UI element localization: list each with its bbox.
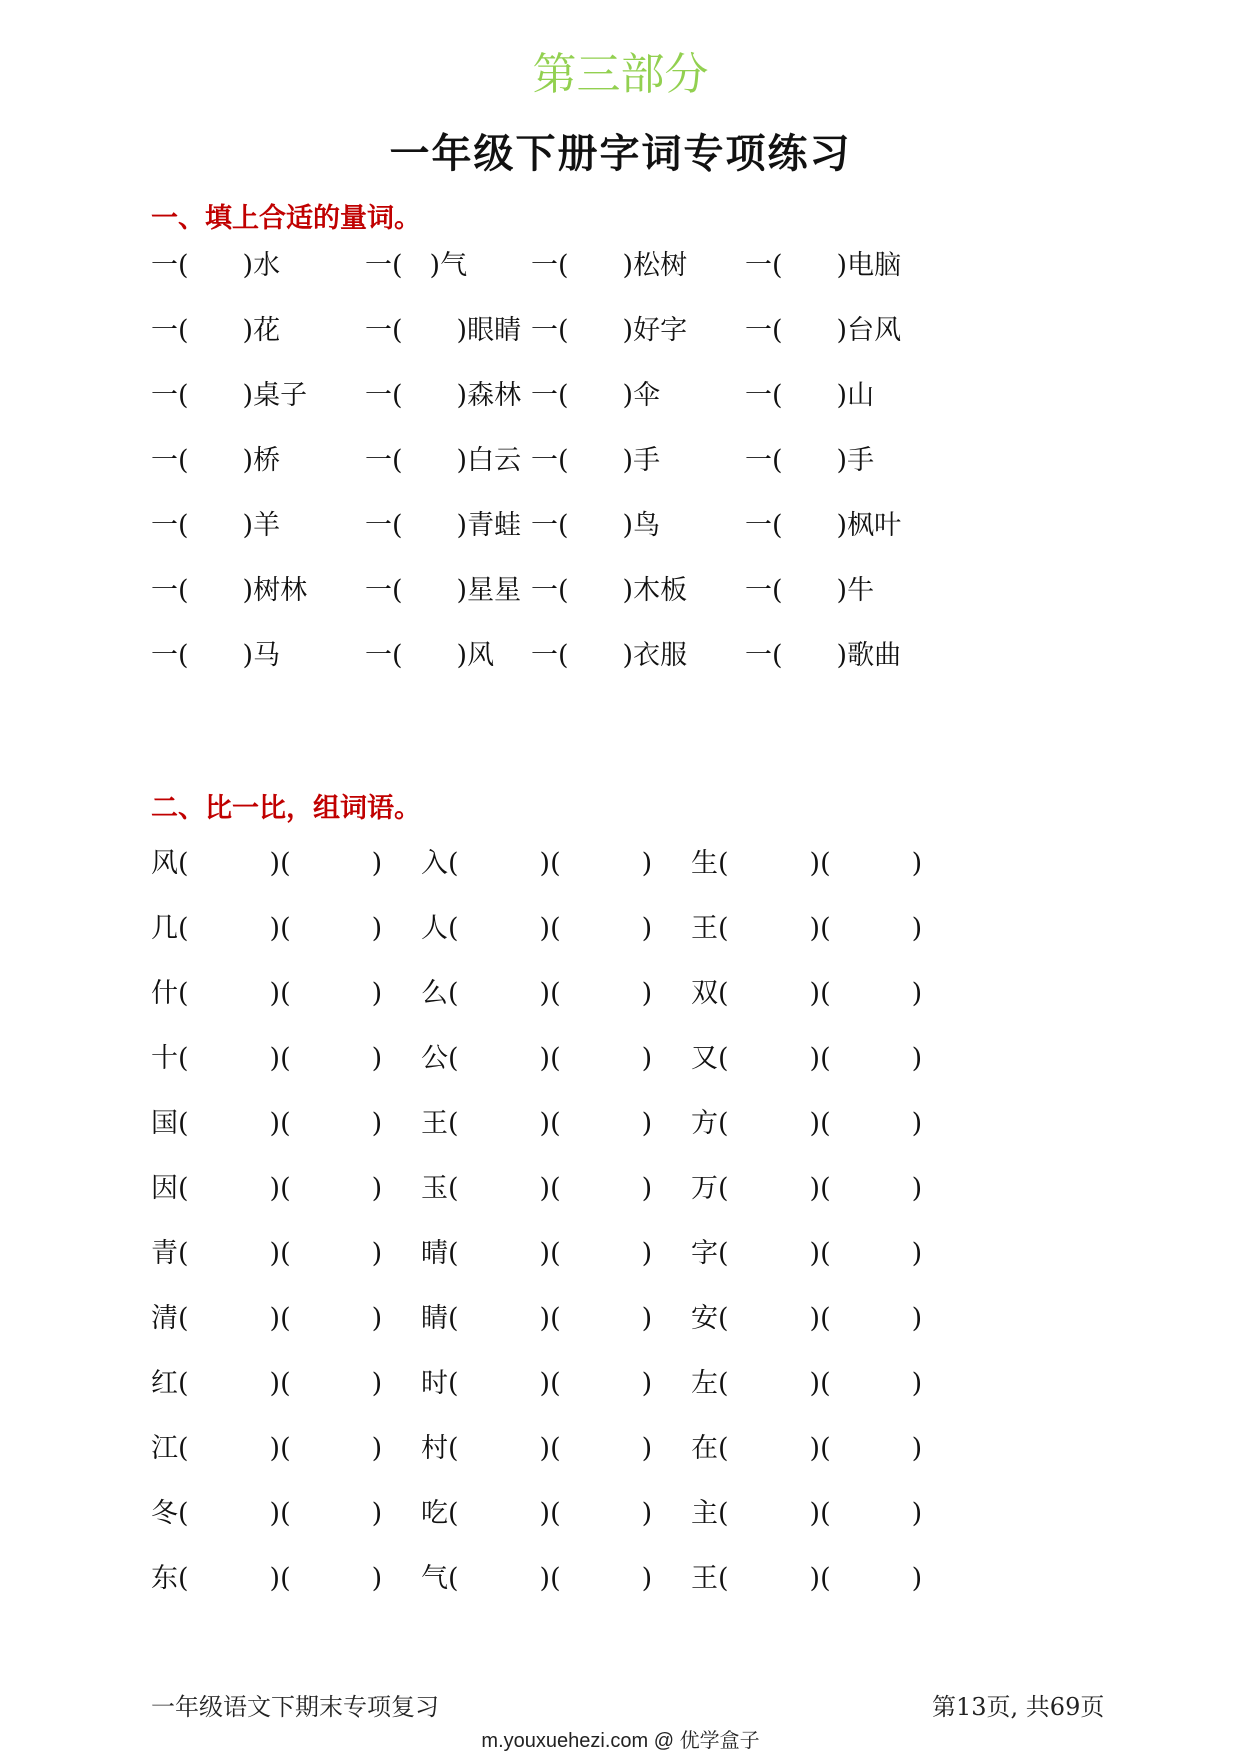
measure-word-item[interactable]: 一( )马 bbox=[151, 640, 281, 671]
measure-word-item[interactable]: 一( )山 bbox=[745, 380, 875, 411]
word-group-item[interactable]: 字( )( ) bbox=[691, 1238, 923, 1269]
word-group-item[interactable]: 晴( )( ) bbox=[421, 1238, 653, 1269]
word-group-item[interactable]: 什( )( ) bbox=[151, 978, 383, 1009]
word-group-item[interactable]: 村( )( ) bbox=[421, 1433, 653, 1464]
word-group-item[interactable]: 么( )( ) bbox=[421, 978, 653, 1009]
measure-word-item[interactable]: 一( )羊 bbox=[151, 510, 281, 541]
word-group-item[interactable]: 青( )( ) bbox=[151, 1238, 383, 1269]
word-group-item[interactable]: 万( )( ) bbox=[691, 1173, 923, 1204]
word-group-item[interactable]: 红( )( ) bbox=[151, 1368, 383, 1399]
measure-word-item[interactable]: 一( )木板 bbox=[531, 575, 688, 606]
measure-word-item[interactable]: 一( )歌曲 bbox=[745, 640, 902, 671]
measure-word-item[interactable]: 一( )水 bbox=[151, 250, 281, 281]
measure-word-item[interactable]: 一( )桌子 bbox=[151, 380, 308, 411]
measure-word-item[interactable]: 一( )松树 bbox=[531, 250, 688, 281]
measure-word-item[interactable]: 一( )气 bbox=[365, 250, 468, 281]
measure-word-item[interactable]: 一( )眼睛 bbox=[365, 315, 522, 346]
word-group-item[interactable]: 冬( )( ) bbox=[151, 1498, 383, 1529]
word-group-item[interactable]: 因( )( ) bbox=[151, 1173, 383, 1204]
footer-document-title: 一年级语文下期末专项复习 bbox=[151, 1693, 439, 1721]
word-group-item[interactable]: 主( )( ) bbox=[691, 1498, 923, 1529]
measure-word-item[interactable]: 一( )枫叶 bbox=[745, 510, 902, 541]
word-group-item[interactable]: 入( )( ) bbox=[421, 848, 653, 879]
footer-site-link[interactable]: m.youxuehezi.com @ 优学盒子 bbox=[481, 1730, 760, 1752]
word-group-item[interactable]: 国( )( ) bbox=[151, 1108, 383, 1139]
measure-word-item[interactable]: 一( )白云 bbox=[365, 445, 522, 476]
word-group-item[interactable]: 方( )( ) bbox=[691, 1108, 923, 1139]
measure-word-item[interactable]: 一( )衣服 bbox=[531, 640, 688, 671]
footer-page-number: 第13页, 共69页 bbox=[932, 1693, 1105, 1721]
word-group-item[interactable]: 气( )( ) bbox=[421, 1563, 653, 1594]
measure-word-item[interactable]: 一( )鸟 bbox=[531, 510, 661, 541]
word-group-item[interactable]: 东( )( ) bbox=[151, 1563, 383, 1594]
measure-word-item[interactable]: 一( )花 bbox=[151, 315, 281, 346]
word-group-item[interactable]: 生( )( ) bbox=[691, 848, 923, 879]
measure-word-item[interactable]: 一( )手 bbox=[531, 445, 661, 476]
word-group-item[interactable]: 人( )( ) bbox=[421, 913, 653, 944]
measure-word-item[interactable]: 一( )风 bbox=[365, 640, 495, 671]
measure-word-item[interactable]: 一( )伞 bbox=[531, 380, 661, 411]
page-title: 一年级下册字词专项练习 bbox=[389, 130, 852, 177]
measure-word-item[interactable]: 一( )星星 bbox=[365, 575, 522, 606]
word-group-item[interactable]: 十( )( ) bbox=[151, 1043, 383, 1074]
word-group-item[interactable]: 左( )( ) bbox=[691, 1368, 923, 1399]
word-group-item[interactable]: 吃( )( ) bbox=[421, 1498, 653, 1529]
word-group-item[interactable]: 公( )( ) bbox=[421, 1043, 653, 1074]
measure-word-item[interactable]: 一( )森林 bbox=[365, 380, 522, 411]
word-group-item[interactable]: 安( )( ) bbox=[691, 1303, 923, 1334]
part-title: 第三部分 bbox=[532, 49, 709, 100]
measure-word-item[interactable]: 一( )电脑 bbox=[745, 250, 902, 281]
measure-word-item[interactable]: 一( )好字 bbox=[531, 315, 688, 346]
word-group-item[interactable]: 风( )( ) bbox=[151, 848, 383, 879]
word-group-item[interactable]: 清( )( ) bbox=[151, 1303, 383, 1334]
word-group-item[interactable]: 江( )( ) bbox=[151, 1433, 383, 1464]
word-group-item[interactable]: 玉( )( ) bbox=[421, 1173, 653, 1204]
measure-word-item[interactable]: 一( )树林 bbox=[151, 575, 308, 606]
word-group-item[interactable]: 双( )( ) bbox=[691, 978, 923, 1009]
measure-word-item[interactable]: 一( )台风 bbox=[745, 315, 902, 346]
measure-word-item[interactable]: 一( )青蛙 bbox=[365, 510, 522, 541]
section1-heading: 一、填上合适的量词。 bbox=[151, 203, 421, 234]
measure-word-item[interactable]: 一( )手 bbox=[745, 445, 875, 476]
word-group-item[interactable]: 王( )( ) bbox=[691, 1563, 923, 1594]
word-group-item[interactable]: 王( )( ) bbox=[421, 1108, 653, 1139]
word-group-item[interactable]: 王( )( ) bbox=[691, 913, 923, 944]
word-group-item[interactable]: 时( )( ) bbox=[421, 1368, 653, 1399]
word-group-item[interactable]: 在( )( ) bbox=[691, 1433, 923, 1464]
word-group-item[interactable]: 几( )( ) bbox=[151, 913, 383, 944]
measure-word-item[interactable]: 一( )桥 bbox=[151, 445, 281, 476]
word-group-item[interactable]: 睛( )( ) bbox=[421, 1303, 653, 1334]
word-group-item[interactable]: 又( )( ) bbox=[691, 1043, 923, 1074]
section2-heading: 二、比一比，组词语。 bbox=[151, 793, 421, 824]
measure-word-item[interactable]: 一( )牛 bbox=[745, 575, 875, 606]
